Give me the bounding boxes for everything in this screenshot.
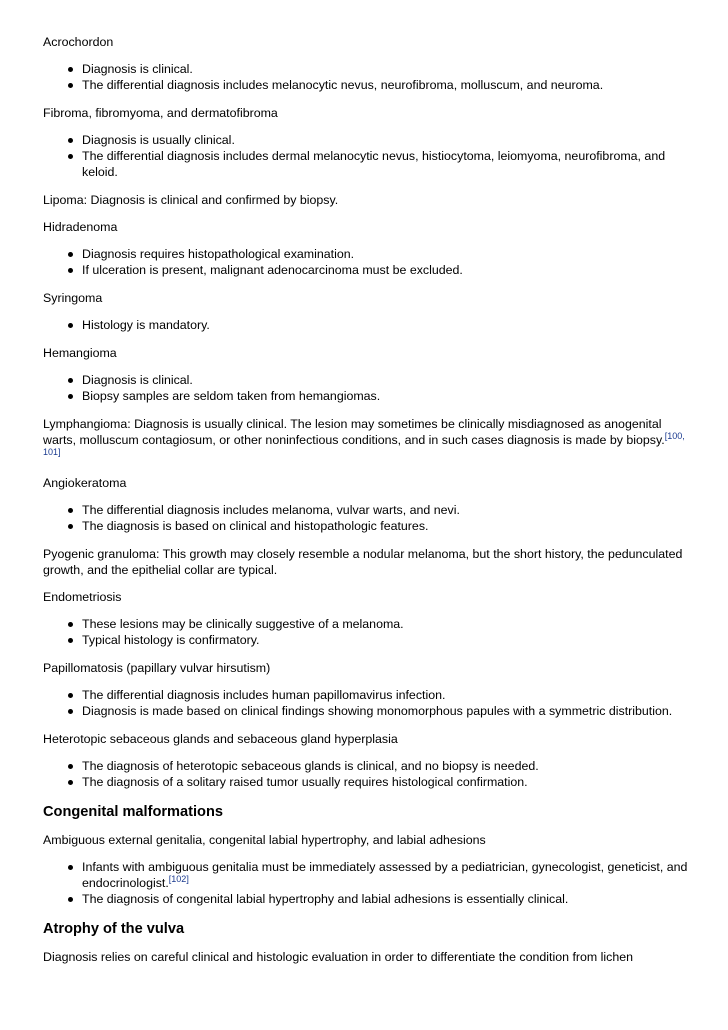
fibroma-list (43, 132, 693, 180)
hemangioma-list (43, 372, 693, 404)
heterotopic-title: Heterotopic sebaceous glands and sebaceous gland hyperplasia (43, 732, 398, 746)
acrochordon-title: Acrochordon (43, 35, 114, 49)
atrophy-heading: Atrophy of the vulva (43, 921, 185, 937)
list-item: Diagnosis is clinical. (82, 372, 693, 388)
list-item: The differential diagnosis includes dermal melanocytic nevus, histiocytoma, leiomyoma, neurofibroma, and keloid. (82, 148, 693, 180)
list-item: The differential diagnosis includes melanoma, vulvar warts, and nevi. (82, 502, 693, 518)
list-item (82, 859, 693, 891)
papillomatosis-title: Papillomatosis (papillary vulvar hirsutism) (43, 661, 271, 675)
list-item: Diagnosis requires histopathological examination. (82, 246, 693, 262)
lipoma-text: Lipoma: Diagnosis is clinical and confirmed by biopsy. (43, 193, 339, 207)
list-item: The differential diagnosis includes human papillomavirus infection. (82, 687, 693, 703)
lymphangioma-body: Lymphangioma: Diagnosis is usually clinical. The lesion may sometimes be clinically misdiagnosed as anogenital warts, molluscum contagiosum, or other noninfectious conditions, and in such cases diagnosis is made by biopsy. (43, 417, 665, 447)
acrochordon-list (43, 61, 693, 93)
list-item: Histology is mandatory. (82, 317, 693, 333)
list-item: Diagnosis is clinical. (82, 61, 693, 77)
angiokeratoma-title: Angiokeratoma (43, 476, 127, 490)
lymphangioma-text (43, 416, 693, 464)
list-item: Diagnosis is made based on clinical findings showing monomorphous papules with a symmetric distribution. (82, 703, 693, 719)
hidradenoma-title: Hidradenoma (43, 220, 118, 234)
pyogenic-granuloma-text: Pyogenic granuloma: This growth may closely resemble a nodular melanoma, but the short history, the pedunculated growth, and the epithelial collar are typical. (43, 547, 683, 577)
angiokeratoma-list (43, 502, 693, 534)
hemangioma-title: Hemangioma (43, 346, 117, 360)
endometriosis-title: Endometriosis (43, 590, 122, 604)
syringoma-title: Syringoma (43, 291, 103, 305)
list-item: If ulceration is present, malignant adenocarcinoma must be excluded. (82, 262, 693, 278)
syringoma-list (43, 317, 693, 333)
fibroma-title: Fibroma, fibromyoma, and dermatofibroma (43, 106, 278, 120)
list-item: The diagnosis of congenital labial hypertrophy and labial adhesions is essentially clinical. (82, 891, 693, 907)
congenital-item-text: Infants with ambiguous genitalia must be immediately assessed by a pediatrician, gynecologist, geneticist, and endocrinologist. (82, 860, 688, 890)
list-item: Biopsy samples are seldom taken from hemangiomas. (82, 388, 693, 404)
list-item: The diagnosis of heterotopic sebaceous glands is clinical, and no biopsy is needed. (82, 758, 693, 774)
congenital-list (43, 859, 693, 907)
reference-link[interactable]: [100, 101] (43, 431, 685, 457)
list-item: The differential diagnosis includes melanocytic nevus, neurofibroma, molluscum, and neuroma. (82, 77, 693, 93)
hidradenoma-list (43, 246, 693, 278)
list-item: Diagnosis is usually clinical. (82, 132, 693, 148)
list-item: These lesions may be clinically suggestive of a melanoma. (82, 616, 693, 632)
atrophy-text: Diagnosis relies on careful clinical and histologic evaluation in order to differentiate the condition from lichen (43, 950, 634, 964)
list-item: The diagnosis is based on clinical and histopathologic features. (82, 518, 693, 534)
reference-link[interactable]: [102] (168, 874, 189, 884)
list-item: Typical histology is confirmatory. (82, 632, 693, 648)
list-item: The diagnosis of a solitary raised tumor usually requires histological confirmation. (82, 774, 693, 790)
congenital-heading: Congenital malformations (43, 804, 224, 820)
congenital-intro: Ambiguous external genitalia, congenital labial hypertrophy, and labial adhesions (43, 833, 486, 847)
papillomatosis-list (43, 687, 693, 719)
heterotopic-list (43, 758, 693, 790)
document-page (43, 34, 693, 976)
endometriosis-list (43, 616, 693, 648)
